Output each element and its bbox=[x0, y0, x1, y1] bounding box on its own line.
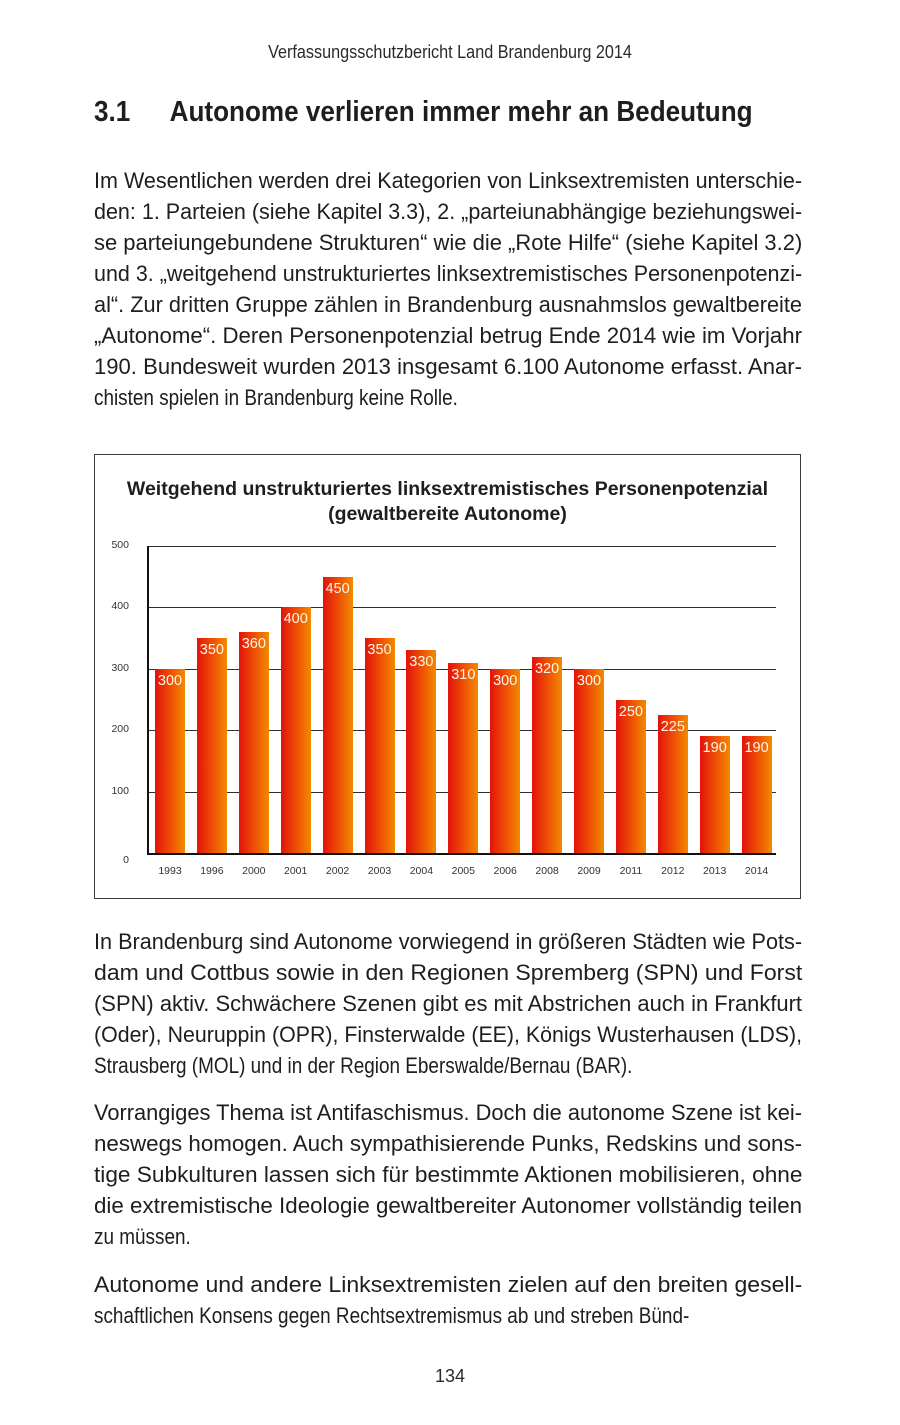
y-tick-label: 400 bbox=[111, 600, 129, 613]
text-line: Im Wesentlichen werden drei Kategorien von Linksextremisten unterschie- bbox=[94, 168, 802, 193]
text-line: al“. Zur dritten Gruppe zählen in Brandenburg ausnahmslos gewaltbereite bbox=[94, 292, 802, 317]
bar-2012 bbox=[658, 715, 688, 853]
bar-value-label: 310 bbox=[451, 666, 476, 683]
section-heading bbox=[94, 96, 753, 129]
y-tick-label: 0 bbox=[123, 854, 129, 866]
bar-value-label: 300 bbox=[157, 672, 183, 689]
bar-value-label: 225 bbox=[660, 718, 685, 735]
x-tick-label: 2001 bbox=[284, 865, 308, 877]
bar-value-label: 350 bbox=[367, 642, 392, 659]
bar-2008 bbox=[532, 657, 562, 853]
text-line: (SPN) aktiv. Schwächere Szenen gibt es mit Abstrichen auch in Frankfurt bbox=[94, 991, 803, 1016]
x-tick-label: 2006 bbox=[493, 865, 517, 877]
bar-2001 bbox=[281, 607, 311, 853]
bar-2002 bbox=[323, 577, 353, 853]
bar-value-label: 450 bbox=[325, 580, 350, 597]
text-line: chisten spielen in Brandenburg keine Rolle. bbox=[94, 385, 458, 410]
gridline bbox=[147, 607, 776, 608]
y-tick-label: 300 bbox=[111, 661, 129, 674]
x-tick-label: 1996 bbox=[200, 865, 224, 877]
paragraph-antifascism bbox=[94, 1097, 802, 1252]
page-number: 134 bbox=[434, 1366, 466, 1386]
chart-title-main: Weitgehend unstrukturiertes linksextremistisches Personenpotenzial bbox=[126, 478, 769, 500]
y-tick-label: 500 bbox=[111, 539, 129, 551]
x-tick-label: 2002 bbox=[325, 865, 350, 877]
bar-value-label: 400 bbox=[283, 611, 308, 628]
bar-1996 bbox=[197, 638, 227, 853]
text-line: neswegs homogen. Auch sympathisierende Punks, Redskins und sons- bbox=[94, 1131, 803, 1156]
x-tick-label: 1993 bbox=[158, 865, 182, 877]
x-tick-label: 2003 bbox=[367, 865, 392, 877]
x-tick-label: 2000 bbox=[242, 865, 266, 877]
bar-2000 bbox=[239, 632, 269, 853]
bar-value-label: 360 bbox=[241, 635, 266, 652]
x-tick-label: 2009 bbox=[577, 865, 601, 877]
y-axis bbox=[147, 546, 149, 854]
bar-2011 bbox=[616, 700, 646, 854]
paragraph-intro bbox=[94, 165, 802, 413]
text-line: se parteiungebundene Strukturen“ wie die „Rote Hilfe“ (siehe Kapitel 3.2) bbox=[94, 230, 803, 255]
x-tick-label: 2014 bbox=[744, 865, 769, 877]
plot-area bbox=[111, 539, 776, 877]
bar-value-label: 190 bbox=[702, 740, 727, 757]
paragraph-alliances bbox=[94, 1269, 802, 1331]
bar-2013 bbox=[700, 736, 730, 853]
section-title: Autonome verlieren immer mehr an Bedeutung bbox=[169, 96, 753, 128]
gridline bbox=[147, 546, 776, 547]
text-line: und 3. „weitgehend unstrukturiertes linksextremistisches Personenpotenzi- bbox=[94, 261, 803, 286]
text-line: „Autonome“. Deren Personenpotenzial betrug Ende 2014 wie im Vorjahr bbox=[94, 323, 802, 348]
text-line: dam und Cottbus sowie in den Regionen Spremberg (SPN) und Forst bbox=[94, 960, 803, 985]
text-line: den: 1. Parteien (siehe Kapitel 3.3), 2. „parteiunabhängige beziehungswei- bbox=[94, 199, 803, 224]
bar-chart bbox=[94, 454, 801, 899]
text-line: Vorrangiges Thema ist Antifaschismus. Doch die autonome Szene ist kei- bbox=[94, 1100, 802, 1125]
bar-2006 bbox=[490, 669, 520, 853]
chart-title bbox=[95, 477, 800, 527]
text-line: Autonome und andere Linksextremisten zielen auf den breiten gesell- bbox=[94, 1272, 803, 1297]
paragraph-regions bbox=[94, 926, 802, 1081]
y-tick-label: 100 bbox=[111, 784, 129, 797]
x-tick-label: 2013 bbox=[703, 865, 727, 877]
section-number: 3.1 bbox=[94, 96, 131, 128]
bar-value-label: 350 bbox=[199, 642, 224, 659]
bar-1993 bbox=[155, 669, 185, 853]
bar-value-label: 300 bbox=[576, 672, 602, 689]
x-tick-label: 2008 bbox=[535, 865, 559, 877]
text-line: In Brandenburg sind Autonome vorwiegend in größeren Städten wie Pots- bbox=[94, 929, 803, 954]
y-tick-label: 200 bbox=[111, 723, 129, 736]
bar-value-label: 250 bbox=[618, 703, 643, 720]
text-line: Strausberg (MOL) und in der Region Eberswalde/Bernau (BAR). bbox=[94, 1053, 633, 1078]
x-tick-label: 2004 bbox=[409, 865, 434, 877]
chart-subtitle: (gewaltbereite Autonome) bbox=[328, 503, 567, 525]
text-line: zu müssen. bbox=[94, 1224, 191, 1249]
bar-2009 bbox=[574, 669, 604, 853]
bar-2014 bbox=[742, 736, 772, 853]
text-line: schaftlichen Konsens gegen Rechtsextremismus ab und streben Bünd- bbox=[94, 1303, 690, 1328]
text-line: tige Subkulturen lassen sich für bestimmte Aktionen mobilisieren, ohne bbox=[94, 1162, 803, 1187]
bar-value-label: 330 bbox=[409, 654, 434, 671]
running-header: Verfassungsschutzbericht Land Brandenburg 2014 bbox=[268, 42, 632, 62]
x-tick-label: 2011 bbox=[619, 865, 643, 877]
x-axis bbox=[147, 853, 776, 855]
text-line: die extremistische Ideologie gewaltbereiter Autonomer vollständig teilen bbox=[94, 1193, 803, 1218]
x-tick-label: 2005 bbox=[451, 865, 475, 877]
bar-2005 bbox=[448, 663, 478, 853]
x-tick-label: 2012 bbox=[661, 865, 685, 877]
text-line: 190. Bundesweit wurden 2013 insgesamt 6.100 Autonome erfasst. Anar- bbox=[94, 354, 802, 379]
bar-value-label: 320 bbox=[534, 660, 560, 677]
text-line: (Oder), Neuruppin (OPR), Finsterwalde (EE), Königs Wusterhausen (LDS), bbox=[94, 1022, 802, 1047]
bar-value-label: 300 bbox=[493, 672, 518, 689]
bar-2003 bbox=[365, 638, 395, 853]
bar-value-label: 190 bbox=[744, 740, 769, 757]
bar-2004 bbox=[406, 650, 436, 853]
